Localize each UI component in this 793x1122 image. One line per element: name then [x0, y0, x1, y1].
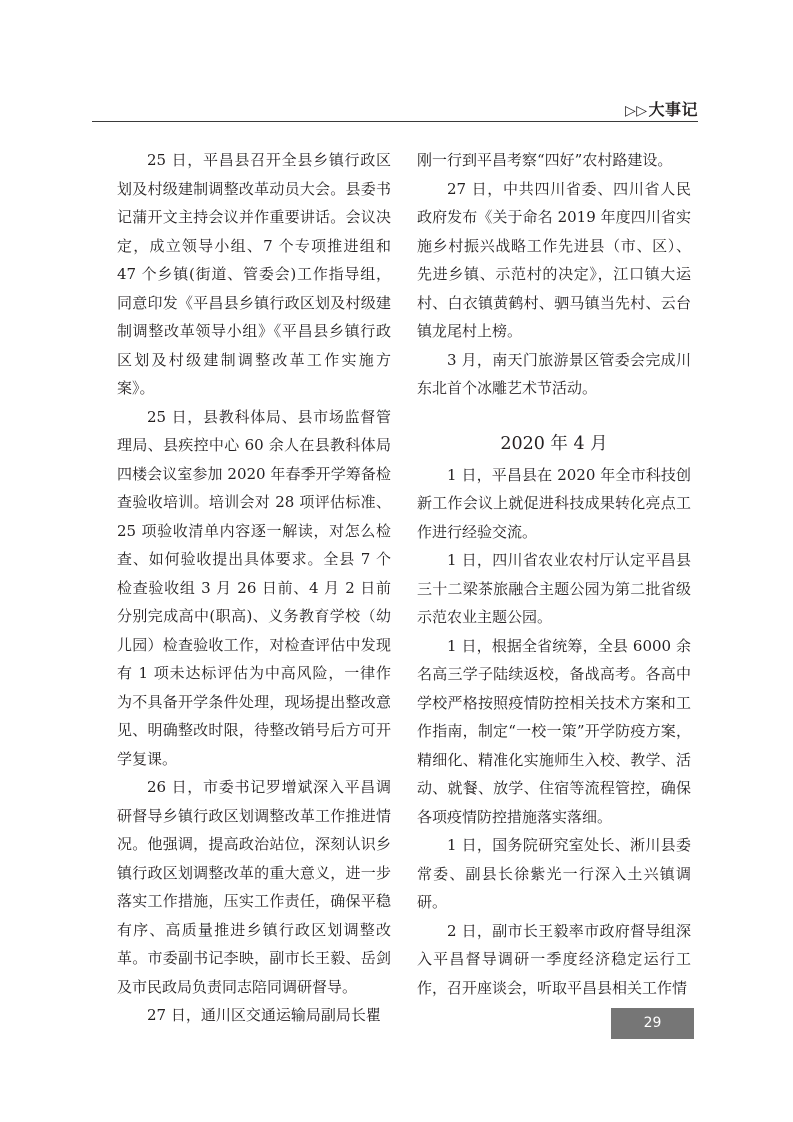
section-title: 大事记 — [648, 100, 698, 119]
entry-paragraph: 2 日，副市长王毅率市政府督导组深入平昌督导调研一季度经济稳定运行工作，召开座谈会，听取平昌县相关工作情 — [417, 921, 691, 997]
entry-paragraph: 27 日，中共四川省委、四川省人民政府发布《关于命名 2019 年度四川省实施乡村振兴战略工作先进县（市、区）、先进乡镇、示范村的决定》，江口镇大运村、白衣镇黄鹤村、驷马镇当先村、云台镇龙尾村上榜。 — [417, 179, 691, 340]
entry-paragraph: 25 日，平昌县召开全县乡镇行政区划及村级建制调整改革动员大会。县委书记蒲开文主持会议并作重要讲话。会议决定，成立领导小组、7 个专项推进组和 47 个乡镇(街道、管委会)工作指导组，同意印发《平昌县乡镇行政区划及村级建制调整改革领导小组》《平昌县乡镇行政区划及村级建制调整改革工作实施方案》。 — [117, 151, 391, 397]
continuation-paragraph: 刚一行到平昌考察“四好”农村路建设。 — [417, 151, 673, 169]
entry-paragraph: 25 日，县教科体局、县市场监督管理局、县疾控中心 60 余人在县教科体局四楼会议室参加 2020 年春季开学筹备检查验收培训。培训会对 28 项评估标准、25 项验收清单内容逐一解读，对怎么检查、如何验收提出具体要求。全县 7 个检查验收组 3 月 26 日前、4 月 2 日前分别完成高中(职高)、义务教育学校（幼儿园）检查验收工作，对检查评估中发现有 1 项未达标评估为中高风险，一律作为不具备开学条件处理，现场提出整改意见、明确整改时限，待整改销号后方可开学复课。 — [117, 407, 391, 768]
entry-paragraph: 1 日，国务院研究室处长、淅川县委常委、副县长徐紫光一行深入土兴镇调研。 — [417, 836, 691, 911]
double-triangle-icon: ▷▷ — [624, 103, 648, 119]
month-heading: 2020 年 4 月 — [500, 433, 608, 454]
entry-paragraph: 1 日，四川省农业农村厅认定平昌县三十二梁茶旅融合主题公园为第二批省级示范农业主题公园。 — [417, 551, 691, 626]
right-column — [417, 146, 691, 1002]
left-column — [117, 146, 391, 1030]
entry-paragraph: 1 日，根据全省统筹，全县 6000 余名高三学子陆续返校，备战高考。各高中学校严格按照疫情防控相关技术方案和工作指南，制定“一校一策”开学防疫方案，精细化、精准化实施师生入校、教学、活动、就餐、放学、住宿等流程管控，确保各项疫情防控措施落实落细。 — [417, 636, 691, 826]
entry-paragraph: 3 月，南天门旅游景区管委会完成川东北首个冰雕艺术节活动。 — [417, 350, 691, 397]
section-label — [625, 97, 698, 120]
entry-paragraph: 27 日，通川区交通运输局副局长瞿 — [147, 1006, 381, 1024]
entry-paragraph: 26 日，市委书记罗增斌深入平昌调研督导乡镇行政区划调整改革工作推进情况。他强调，提高政治站位，深刻认识乡镇行政区划调整改革的重大意义，进一步落实工作措施，压实工作责任，确保平稳有序、高质量推进乡镇行政区划调整改革。市委副书记李映，副市长王毅、岳剑及市民政局负责同志陪同调研督导。 — [117, 778, 391, 996]
page-number: 29 — [611, 1008, 694, 1039]
entry-paragraph: 1 日，平昌县在 2020 年全市科技创新工作会议上就促进科技成果转化亮点工作进行经验交流。 — [417, 465, 691, 541]
header-rule — [92, 121, 698, 122]
